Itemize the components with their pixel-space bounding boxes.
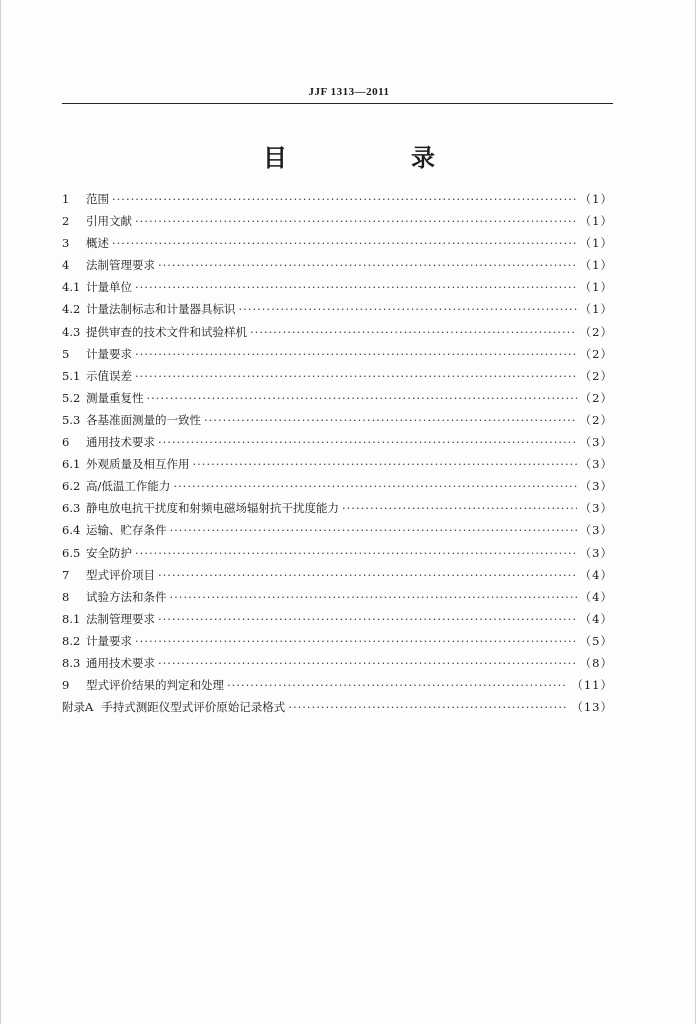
toc-entry-number: 6.3 [62, 501, 81, 516]
toc-entry-title: 高/低温工作能力 [86, 479, 171, 494]
toc-appendix-entry [62, 696, 613, 718]
toc-entry-page: （1） [579, 302, 613, 317]
toc-entry-page: （3） [579, 479, 613, 494]
toc-entry-page: （3） [579, 545, 613, 560]
toc-entry-page: （4） [579, 589, 613, 604]
toc-dot-leader [342, 497, 577, 519]
toc-dot-leader [135, 276, 577, 298]
toc-entry-title: 计量要求 [86, 346, 132, 361]
toc-entry [62, 674, 613, 696]
toc-entry [62, 254, 613, 276]
toc-dot-leader [173, 475, 576, 497]
toc-entry [62, 232, 613, 254]
toc-entry [62, 298, 613, 320]
toc-entry-page: （1） [579, 236, 613, 251]
toc-entry-page: （2） [579, 412, 613, 427]
toc-entry [62, 343, 613, 365]
toc-entry [62, 519, 613, 541]
toc-entry-title: 引用文献 [86, 214, 132, 229]
toc-entry [62, 652, 613, 674]
toc-dot-leader [158, 652, 577, 674]
toc-entry [62, 431, 613, 453]
toc-entry-number: 6.4 [62, 523, 81, 538]
toc-entry-title: 运输、贮存条件 [86, 523, 167, 538]
toc-entry-title: 提供审查的技术文件和试验样机 [86, 324, 247, 339]
header-rule [62, 103, 613, 104]
toc-entry [62, 188, 613, 210]
toc-entry [62, 210, 613, 232]
toc-entry-title: 通用技术要求 [86, 655, 155, 670]
toc-entry [62, 475, 613, 497]
page-title: 目 录 [263, 144, 485, 172]
toc-dot-leader [239, 298, 577, 320]
toc-entry-title: 安全防护 [86, 545, 132, 560]
toc-entry-number: 6.1 [62, 457, 81, 472]
toc-entry-number: 6.5 [62, 545, 81, 560]
toc-dot-leader [135, 365, 577, 387]
toc-entry-number: 2 [62, 214, 70, 229]
toc-entry-title: 型式评价结果的判定和处理 [86, 678, 224, 693]
toc-entry-number: 9 [62, 678, 70, 693]
toc-entry-page: （3） [579, 435, 613, 450]
toc-dot-leader [135, 542, 577, 564]
table-of-contents [62, 188, 613, 718]
toc-entry-page: （11） [571, 678, 613, 693]
toc-entry [62, 542, 613, 564]
toc-entry-title: 计量法制标志和计量器具标识 [86, 302, 236, 317]
toc-entry-title: 计量单位 [86, 280, 132, 295]
toc-entry [62, 409, 613, 431]
toc-entry-page: （1） [579, 280, 613, 295]
toc-entry-number: 4.2 [62, 302, 81, 317]
toc-entry-page: （2） [579, 390, 613, 405]
toc-dot-leader [204, 409, 577, 431]
toc-entry-page: （3） [579, 523, 613, 538]
toc-entry-title: 计量要求 [86, 633, 132, 648]
toc-entry-number: 6.2 [62, 479, 81, 494]
toc-entry-page: （3） [579, 457, 613, 472]
toc-entry-title: 手持式测距仪型式评价原始记录格式 [101, 700, 286, 715]
toc-entry-page: （2） [579, 368, 613, 383]
toc-entry-page: （5） [579, 633, 613, 648]
toc-dot-leader [158, 431, 577, 453]
toc-dot-leader [288, 696, 568, 718]
toc-entry-number: 附录A [62, 700, 94, 715]
toc-entry-page: （1） [579, 258, 613, 273]
toc-dot-leader [170, 519, 577, 541]
toc-dot-leader [158, 564, 577, 586]
toc-entry-number: 4.3 [62, 324, 81, 339]
toc-entry [62, 608, 613, 630]
toc-dot-leader [158, 254, 577, 276]
document-code-header: JJF 1313—2011 [308, 86, 390, 98]
toc-entry-page: （1） [579, 192, 613, 206]
toc-entry-title: 型式评价项目 [86, 567, 155, 582]
toc-entry [62, 564, 613, 586]
toc-entry [62, 365, 613, 387]
toc-entry-number: 7 [62, 567, 70, 582]
toc-dot-leader [147, 387, 577, 409]
toc-entry-number: 3 [62, 236, 70, 251]
toc-entry-page: （13） [571, 700, 613, 715]
toc-entry [62, 276, 613, 298]
toc-entry-number: 5 [62, 346, 70, 361]
toc-entry-title: 测量重复性 [86, 390, 144, 405]
toc-entry-page: （4） [579, 567, 613, 582]
toc-entry-page: （2） [579, 324, 613, 339]
toc-entry-title: 通用技术要求 [86, 435, 155, 450]
toc-entry-number: 5.2 [62, 390, 81, 405]
toc-entry-title: 法制管理要求 [86, 611, 155, 626]
toc-entry-number: 5.1 [62, 368, 81, 383]
toc-entry-title: 范围 [86, 192, 109, 206]
toc-entry [62, 387, 613, 409]
toc-entry-page: （2） [579, 346, 613, 361]
toc-entry [62, 321, 613, 343]
toc-entry-page: （8） [579, 655, 613, 670]
toc-dot-leader [112, 232, 577, 254]
toc-entry-title: 静电放电抗干扰度和射频电磁场辐射抗干扰度能力 [86, 501, 339, 516]
toc-dot-leader [193, 453, 577, 475]
toc-dot-leader [250, 321, 577, 343]
toc-entry-number: 8.2 [62, 633, 81, 648]
toc-dot-leader [135, 210, 577, 232]
toc-entry-number: 5.3 [62, 412, 81, 427]
toc-entry-title: 各基准面测量的一致性 [86, 412, 201, 427]
toc-dot-leader [112, 188, 577, 210]
toc-dot-leader [135, 343, 577, 365]
toc-entry-page: （1） [579, 214, 613, 229]
toc-dot-leader [158, 608, 577, 630]
toc-entry-title: 概述 [86, 236, 109, 251]
toc-entry-title: 外观质量及相互作用 [86, 457, 190, 472]
toc-entry [62, 630, 613, 652]
toc-entry [62, 497, 613, 519]
toc-entry-title: 试验方法和条件 [86, 589, 167, 604]
toc-entry-number: 8.1 [62, 611, 81, 626]
toc-entry [62, 586, 613, 608]
toc-entry-number: 8 [62, 589, 70, 604]
toc-dot-leader [170, 586, 577, 608]
toc-entry-number: 4.1 [62, 280, 81, 295]
toc-entry [62, 453, 613, 475]
toc-dot-leader [227, 674, 568, 696]
toc-entry-page: （3） [579, 501, 613, 516]
toc-entry-title: 法制管理要求 [86, 258, 155, 273]
toc-dot-leader [135, 630, 577, 652]
toc-entry-number: 4 [62, 258, 70, 273]
toc-entry-number: 6 [62, 435, 70, 450]
toc-entry-number: 1 [62, 192, 70, 206]
toc-entry-number: 8.3 [62, 655, 81, 670]
toc-entry-page: （4） [579, 611, 613, 626]
toc-entry-title: 示值误差 [86, 368, 132, 383]
